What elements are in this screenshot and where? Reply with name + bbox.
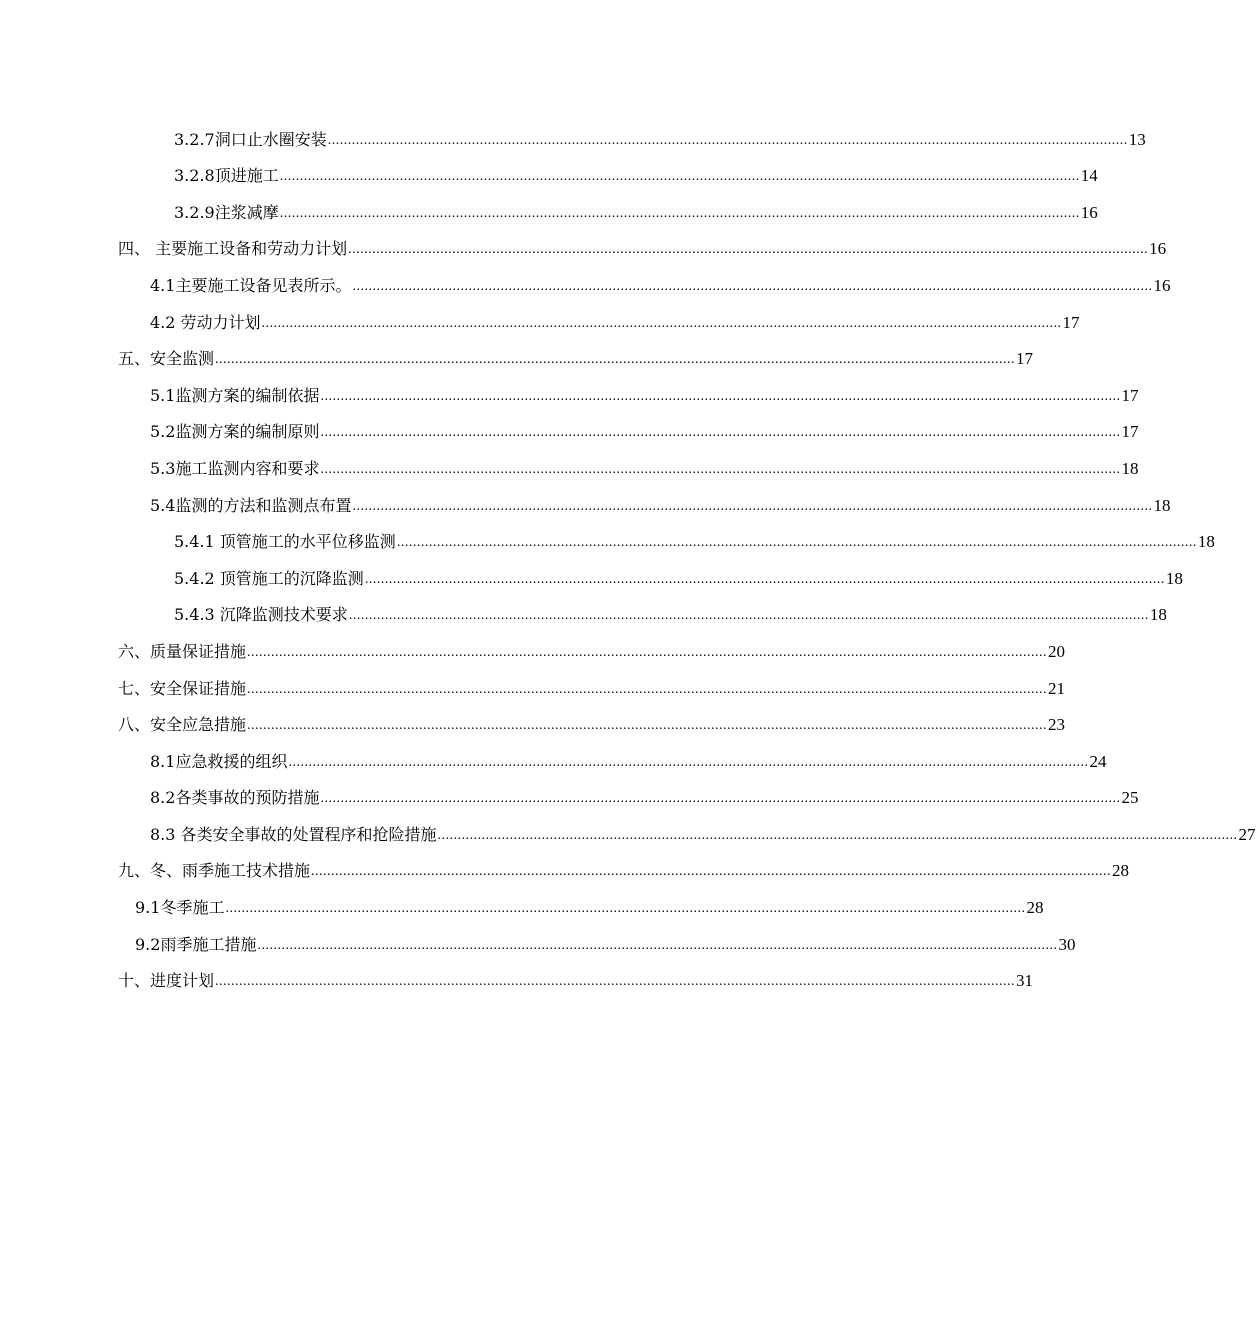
toc-entry-page: 14	[1080, 166, 1098, 186]
toc-leader-dots: ........................................................................................................................................................................................................	[320, 425, 1121, 441]
toc-entry-title: 5.3施工监测内容和要求	[150, 458, 320, 478]
toc-entry[interactable]	[0, 559, 1183, 596]
toc-entry-title: 3.2.9注浆减摩	[174, 202, 279, 222]
toc-entry[interactable]	[0, 120, 1146, 157]
toc-entry-title: 八、安全应急措施	[118, 715, 247, 735]
toc-entry-page: 24	[1089, 751, 1107, 771]
toc-entry-page: 13	[1128, 129, 1146, 149]
toc-entry-title: 五、安全监测	[118, 349, 215, 369]
toc-entry[interactable]	[0, 413, 1139, 450]
toc-leader-dots: ........................................................................................................................................................................................................	[288, 754, 1089, 770]
toc-entry-page: 17	[1016, 349, 1034, 369]
toc-entry[interactable]	[0, 157, 1098, 194]
toc-entry-page: 16	[1153, 275, 1171, 295]
toc-leader-dots: ........................................................................................................................................................................................................	[320, 791, 1121, 807]
toc-leader-dots: ........................................................................................................................................................................................................	[247, 681, 1048, 697]
toc-leader-dots: ........................................................................................................................................................................................................	[247, 718, 1048, 734]
toc-entry-title: 5.1监测方案的编制依据	[150, 385, 320, 405]
toc-entry[interactable]	[0, 230, 1167, 267]
toc-entry-title: 9.1冬季施工	[135, 898, 225, 918]
toc-entry-page: 28	[1026, 898, 1044, 918]
toc-entry[interactable]	[0, 193, 1098, 230]
toc-entry-page: 18	[1153, 495, 1171, 515]
toc-leader-dots: ........................................................................................................................................................................................................	[352, 278, 1153, 294]
toc-entry-page: 18	[1149, 605, 1167, 625]
toc-entry[interactable]	[0, 303, 1080, 340]
toc-entry-page: 25	[1121, 788, 1139, 808]
toc-entry-page: 17	[1121, 385, 1139, 405]
toc-leader-dots: ........................................................................................................................................................................................................	[352, 498, 1153, 514]
toc-entry[interactable]	[0, 596, 1167, 633]
toc-entry-title: 六、质量保证措施	[118, 641, 247, 661]
toc-leader-dots: ........................................................................................................................................................................................................	[311, 864, 1112, 880]
toc-entry[interactable]	[0, 669, 1066, 706]
toc-entry-title: 九、冬、雨季施工技术措施	[118, 861, 311, 881]
toc-entry[interactable]	[0, 266, 1171, 303]
toc-entry-title: 七、安全保证措施	[118, 678, 247, 698]
toc-leader-dots: ........................................................................................................................................................................................................	[261, 315, 1062, 331]
toc-entry-page: 21	[1048, 678, 1066, 698]
toc-leader-dots: ........................................................................................................................................................................................................	[364, 571, 1165, 587]
toc-entry-title: 5.4.3 沉降监测技术要求	[174, 605, 348, 625]
toc-entry-title: 8.3 各类安全事故的处置程序和抢险措施	[150, 824, 437, 844]
toc-leader-dots: ........................................................................................................................................................................................................	[279, 205, 1080, 221]
toc-entry[interactable]	[0, 706, 1066, 743]
toc-leader-dots: ........................................................................................................................................................................................................	[247, 644, 1048, 660]
toc-entry[interactable]	[0, 340, 1034, 377]
toc-entry-title: 8.1应急救援的组织	[150, 751, 288, 771]
toc-entry[interactable]	[0, 742, 1107, 779]
toc-entry[interactable]	[0, 486, 1171, 523]
toc-leader-dots: ........................................................................................................................................................................................................	[215, 352, 1016, 368]
toc-leader-dots: ........................................................................................................................................................................................................	[320, 388, 1121, 404]
toc-entry[interactable]	[0, 449, 1139, 486]
toc-leader-dots: ........................................................................................................................................................................................................	[437, 827, 1238, 843]
toc-entry-title: 8.2各类事故的预防措施	[150, 788, 320, 808]
toc-entry-title: 9.2雨季施工措施	[135, 934, 257, 954]
toc-entry[interactable]	[0, 632, 1066, 669]
toc-entry[interactable]	[0, 815, 1256, 852]
table-of-contents	[0, 120, 1256, 998]
toc-entry-title: 4.1主要施工设备见表所示。	[150, 275, 352, 295]
toc-leader-dots: ........................................................................................................................................................................................................	[348, 242, 1149, 258]
toc-leader-dots: ........................................................................................................................................................................................................	[396, 535, 1197, 551]
toc-entry-page: 18	[1165, 568, 1183, 588]
toc-entry-title: 4.2 劳动力计划	[150, 312, 261, 332]
toc-entry-page: 16	[1080, 202, 1098, 222]
toc-entry-page: 18	[1121, 458, 1139, 478]
toc-entry-page: 16	[1149, 239, 1167, 259]
toc-entry[interactable]	[0, 888, 1044, 925]
toc-entry-page: 17	[1121, 422, 1139, 442]
toc-entry[interactable]	[0, 925, 1076, 962]
toc-entry-title: 5.4监测的方法和监测点布置	[150, 495, 352, 515]
toc-leader-dots: ........................................................................................................................................................................................................	[225, 901, 1026, 917]
toc-entry-title: 5.2监测方案的编制原则	[150, 422, 320, 442]
toc-entry-title: 3.2.8顶进施工	[174, 166, 279, 186]
toc-entry[interactable]	[0, 779, 1139, 816]
toc-leader-dots: ........................................................................................................................................................................................................	[257, 937, 1058, 953]
toc-entry-title: 3.2.7洞口止水圈安装	[174, 129, 327, 149]
toc-entry-page: 20	[1048, 641, 1066, 661]
toc-entry[interactable]	[0, 376, 1139, 413]
toc-entry-page: 30	[1058, 934, 1076, 954]
toc-entry[interactable]	[0, 523, 1215, 560]
toc-entry-page: 18	[1197, 532, 1215, 552]
toc-entry[interactable]	[0, 852, 1130, 889]
toc-leader-dots: ........................................................................................................................................................................................................	[320, 461, 1121, 477]
toc-entry-page: 27	[1238, 824, 1256, 844]
toc-entry-title: 十、进度计划	[118, 971, 215, 991]
toc-leader-dots: ........................................................................................................................................................................................................	[327, 132, 1128, 148]
toc-entry-title: 5.4.2 顶管施工的沉降监测	[174, 568, 364, 588]
toc-entry-title: 5.4.1 顶管施工的水平位移监测	[174, 532, 396, 552]
toc-entry[interactable]	[0, 962, 1034, 999]
toc-entry-page: 31	[1016, 971, 1034, 991]
toc-entry-page: 17	[1062, 312, 1080, 332]
toc-leader-dots: ........................................................................................................................................................................................................	[279, 169, 1080, 185]
toc-entry-title: 四、 主要施工设备和劳动力计划	[118, 239, 348, 259]
toc-leader-dots: ........................................................................................................................................................................................................	[215, 974, 1016, 990]
toc-entry-page: 28	[1112, 861, 1130, 881]
toc-entry-page: 23	[1048, 715, 1066, 735]
toc-leader-dots: ........................................................................................................................................................................................................	[348, 608, 1149, 624]
